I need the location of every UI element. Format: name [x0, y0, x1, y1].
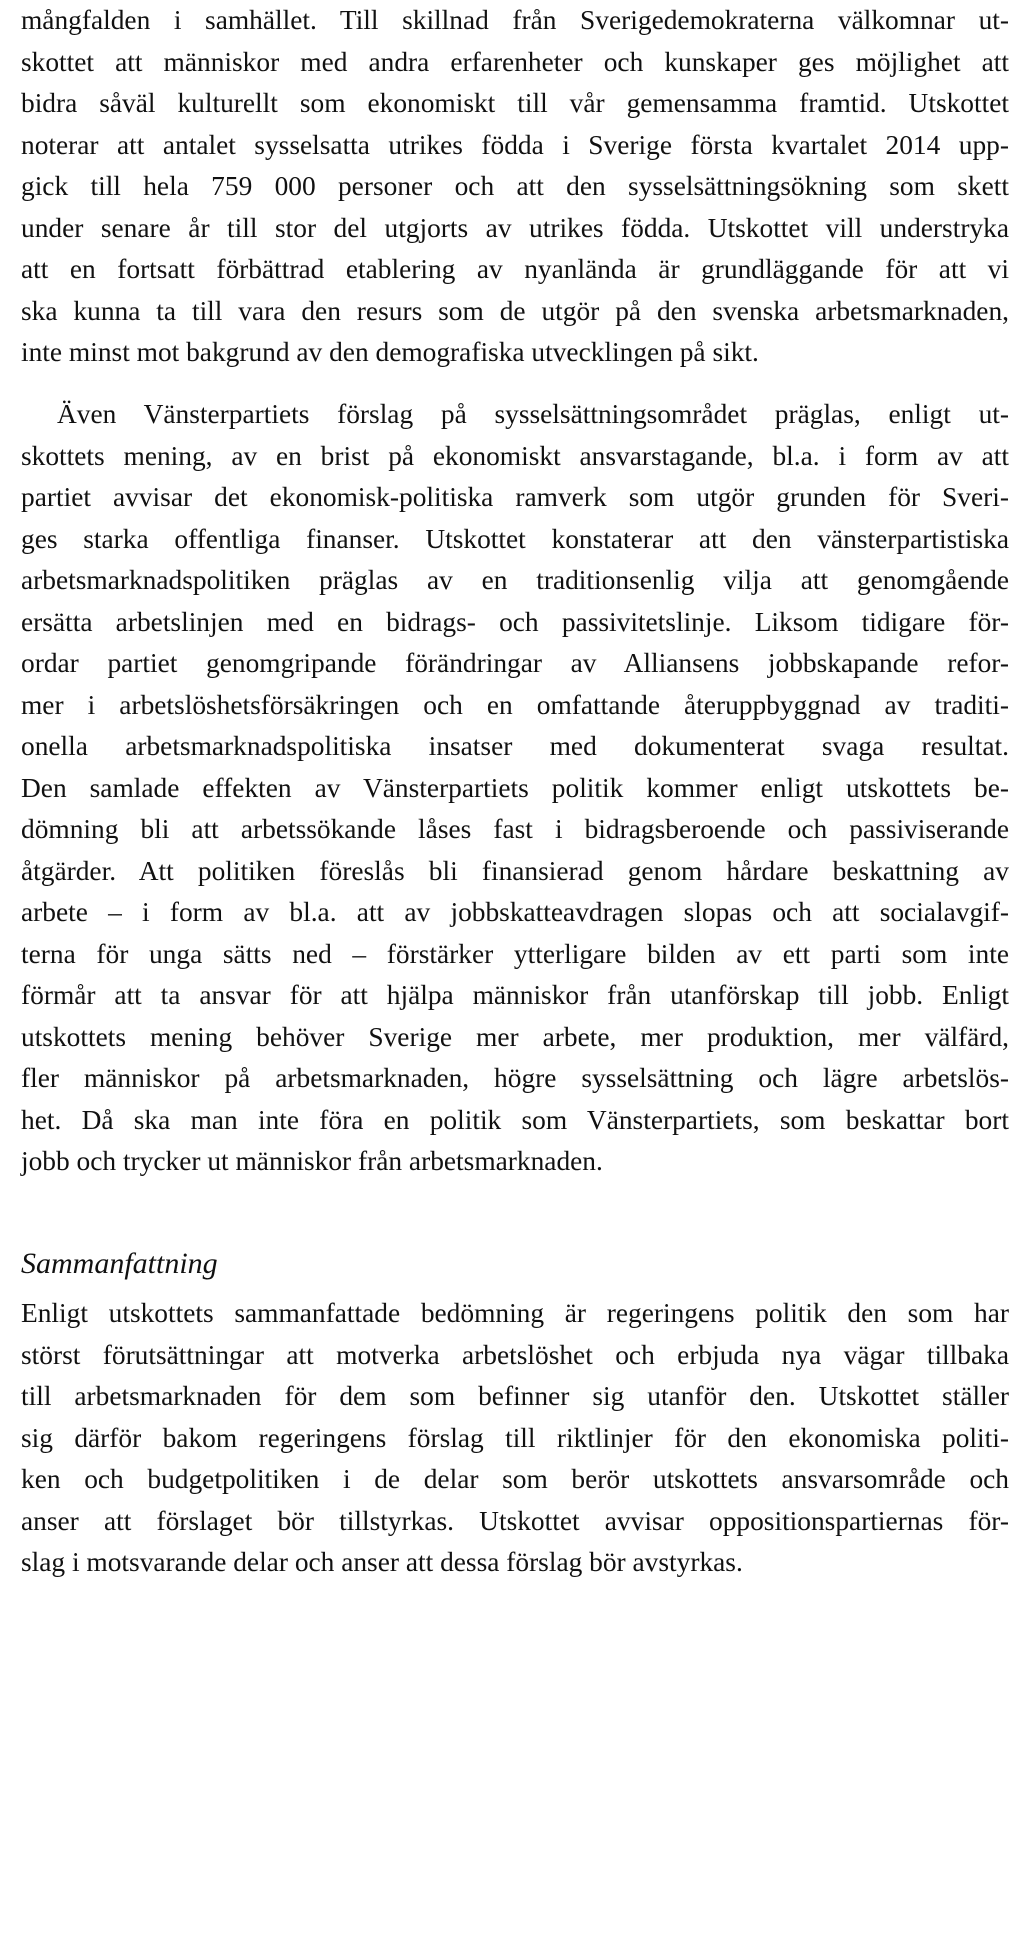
text-line: åtgärder. Att politiken föreslås bli finansierad genom hårdare beskattning av	[21, 855, 1009, 886]
text-line: gick till hela 759 000 personer och att den sysselsättningsökning som skett	[21, 171, 1009, 201]
text-line: partiet avvisar det ekonomisk-politiska ramverk som utgör grunden för Sveri-	[21, 482, 1009, 512]
section-heading: Sammanfattning	[21, 1247, 218, 1280]
text-line: noterar att antalet sysselsatta utrikes födda i Sverige första kvartalet 2014 upp-	[21, 129, 1009, 160]
paragraph-vansterpartiet	[21, 394, 1009, 1183]
text-line: sig därför bakom regeringens förslag till riktlinjer för den ekonomiska politi-	[21, 1422, 1009, 1453]
text-line: anser att förslaget bör tillstyrkas. Utskottet avvisar oppositionspartiernas för-	[21, 1505, 1009, 1536]
text-line: Den samlade effekten av Vänsterpartiets politik kommer enligt utskottets be-	[21, 772, 1009, 803]
paragraph-immigration	[21, 0, 1009, 374]
text-line: ersätta arbetslinjen med en bidrags- och passivitetslinje. Liksom tidigare för-	[21, 606, 1009, 637]
text-line: ordar partiet genomgripande förändringar av Alliansens jobbskapande refor-	[21, 648, 1009, 678]
text-line: skottets mening, av en brist på ekonomiskt ansvarstagande, bl.a. i form av att	[21, 440, 1009, 471]
text-line: arbetsmarknadspolitiken präglas av en traditionsenlig vilja att genomgående	[21, 565, 1009, 595]
text-line: jobb och trycker ut människor från arbetsmarknaden.	[21, 1146, 603, 1176]
text-line: bidra såväl kulturellt som ekonomiskt till vår gemensamma framtid. Utskottet	[21, 88, 1009, 118]
text-line: arbete – i form av bl.a. att av jobbskatteavdragen slopas och att socialavgif-	[21, 897, 1009, 927]
text-line: under senare år till stor del utgjorts av utrikes födda. Utskottet vill understryka	[21, 212, 1009, 243]
text-line: störst förutsättningar att motverka arbetslöshet och erbjuda nya vägar tillbaka	[21, 1339, 1009, 1370]
text-line: inte minst mot bakgrund av den demografiska utvecklingen på sikt.	[21, 337, 759, 367]
text-line: mer i arbetslöshetsförsäkringen och en omfattande återuppbyggnad av traditi-	[21, 689, 1009, 720]
text-line: att en fortsatt förbättrad etablering av nyanlända är grundläggande för att vi	[21, 254, 1009, 284]
text-line: Enligt utskottets sammanfattade bedömning är regeringens politik den som har	[21, 1298, 1009, 1328]
text-line: het. Då ska man inte föra en politik som Vänsterpartiets, som beskattar bort	[21, 1104, 1009, 1135]
text-line: förmår att ta ansvar för att hjälpa människor från utanförskap till jobb. Enligt	[21, 980, 1009, 1010]
text-line: ska kunna ta till vara den resurs som de utgör på den svenska arbetsmarknaden,	[21, 295, 1009, 326]
text-line: ken och budgetpolitiken i de delar som berör utskottets ansvarsområde och	[21, 1464, 1009, 1494]
text-line: slag i motsvarande delar och anser att dessa förslag bör avstyrkas.	[21, 1547, 743, 1577]
paragraph-summary	[21, 1293, 1009, 1584]
text-line: fler människor på arbetsmarknaden, högre sysselsättning och lägre arbetslös-	[21, 1063, 1009, 1093]
text-line: mångfalden i samhället. Till skillnad från Sverigedemokraterna välkomnar ut-	[21, 5, 1009, 35]
text-line: dömning bli att arbetssökande låses fast i bidragsberoende och passiviserande	[21, 814, 1009, 844]
text-line: onella arbetsmarknadspolitiska insatser med dokumenterat svaga resultat.	[21, 731, 1009, 761]
text-line: skottet att människor med andra erfarenheter och kunskaper ges möjlighet att	[21, 46, 1009, 77]
text-line: till arbetsmarknaden för dem som befinner sig utanför den. Utskottet ställer	[21, 1381, 1009, 1411]
text-line: terna för unga sätts ned – förstärker ytterligare bilden av ett parti som inte	[21, 938, 1009, 969]
text-line: Även Vänsterpartiets förslag på sysselsättningsområdet präglas, enligt ut-	[57, 399, 1009, 429]
text-line: utskottets mening behöver Sverige mer arbete, mer produktion, mer välfärd,	[21, 1021, 1009, 1052]
text-line: ges starka offentliga finanser. Utskottet konstaterar att den vänsterpartistiska	[21, 523, 1009, 554]
